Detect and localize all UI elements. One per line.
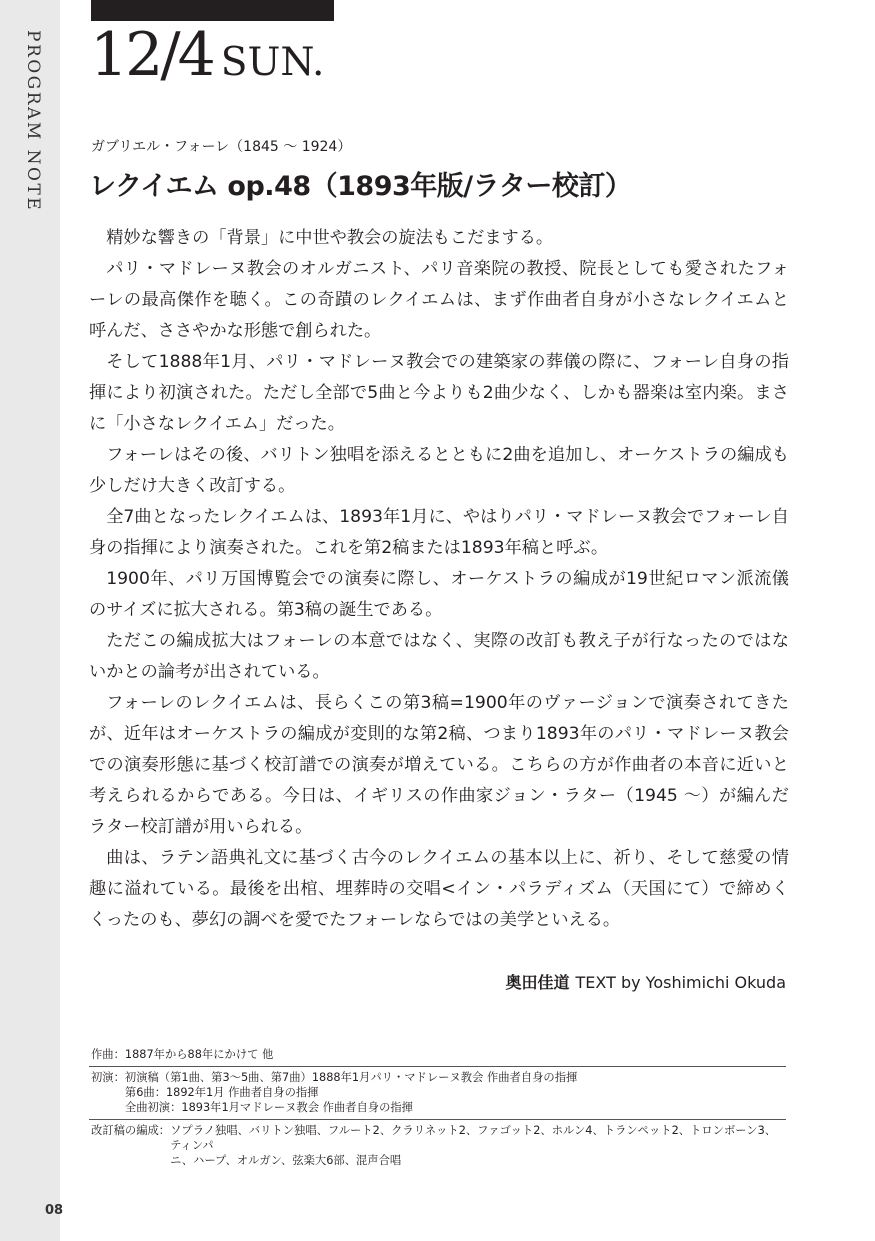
premiere-note bbox=[89, 1066, 786, 1119]
author-byline: TEXT by Yoshimichi Okuda bbox=[575, 973, 786, 992]
premiere-label: 初演： bbox=[91, 1071, 125, 1084]
paragraph: 精妙な響きの「背景」に中世や教会の旋法もこだまする。 bbox=[106, 228, 554, 248]
section-label: PROGRAM NOTE bbox=[23, 30, 43, 213]
instrumentation-line: ニ、ハープ、オルガン、弦楽大6部、混声合唱 bbox=[170, 1154, 402, 1167]
paragraph: 全7曲となったレクイエムは、1893年1月に、やはりパリ・マドレーヌ教会でフォーレ自身の指揮により演奏された。これを第2稿または1893年稿と呼ぶ。 bbox=[89, 507, 789, 558]
author-name: 奥田佳道 bbox=[505, 973, 570, 992]
composition-note bbox=[89, 1046, 786, 1066]
premiere-line: 初演稿（第1曲、第3～5曲、第7曲）1888年1月パリ・マドレーヌ教会 作曲者自身の指揮 bbox=[124, 1071, 578, 1084]
paragraph: ただこの編成拡大はフォーレの本意ではなく、実際の改訂も教え子が行なったのではないかとの論考が出されている。 bbox=[89, 631, 789, 682]
composition-line: 1887年から88年にかけて 他 bbox=[124, 1048, 274, 1061]
premiere-line: 第6曲：1892年1月 作曲者自身の指揮 bbox=[124, 1086, 319, 1099]
work-details bbox=[89, 1046, 786, 1172]
composition-label: 作曲： bbox=[91, 1048, 125, 1061]
work-title: レクイエム op.48（1893年版/ラター校訂） bbox=[89, 171, 632, 202]
paragraph: 1900年、パリ万国博覧会での演奏に際し、オーケストラの編成が19世紀ロマン派流儀のサイズに拡大される。第3稿の誕生である。 bbox=[89, 569, 789, 620]
day-of-week: SUN. bbox=[220, 40, 325, 85]
sidebar bbox=[0, 0, 64, 1241]
paragraph: パリ・マドレーヌ教会のオルガニスト、パリ音楽院の教授、院長としても愛されたフォーレの最高傑作を聴く。この奇蹟のレクイエムは、まず作曲者自身が小さなレクイエムと呼んだ、ささやかな形態で創られた。 bbox=[89, 259, 789, 341]
premiere-line: 全曲初演：1893年1月マドレーヌ教会 作曲者自身の指揮 bbox=[124, 1101, 413, 1114]
instrumentation-label: 改訂稿の編成： bbox=[91, 1124, 171, 1137]
paragraph: 曲は、ラテン語典礼文に基づく古今のレクイエムの基本以上に、祈り、そして慈愛の情趣に溢れている。最後を出棺、埋葬時の交唱<イン・パラディズム（天国にて）で締めくくったのも、夢幻の調べを愛でたフォーレならではの美学といえる。 bbox=[89, 848, 789, 930]
page-number: 08 bbox=[45, 1203, 64, 1218]
paragraph: フォーレのレクイエムは、長らくこの第3稿=1900年のヴァージョンで演奏されてきたが、近年はオーケストラの編成が変則的な第2稿、つまり1893年のパリ・マドレーヌ教会での演奏形態に基づく校訂譜での演奏が増えている。こちらの方が作曲者の本音に近いと考えられるからである。今日は、イギリスの作曲家ジョン・ラター（1945 ～）が編んだラター校訂譜が用いられる。 bbox=[89, 693, 789, 837]
paragraph: そして1888年1月、パリ・マドレーヌ教会での建築家の葬儀の際に、フォーレ自身の指揮により初演された。ただし全部で5曲と今よりも2曲少なく、しかも器楽は室内楽。まさに「小さなレクイエム」だった。 bbox=[89, 352, 789, 434]
paragraph: フォーレはその後、バリトン独唱を添えるとともに2曲を追加し、オーケストラの編成も少しだけ大きく改訂する。 bbox=[89, 445, 789, 496]
header-bar bbox=[91, 0, 334, 21]
date-number: 12/4 bbox=[90, 20, 213, 90]
instrumentation-line: ソプラノ独唱、バリトン独唱、フルート2、クラリネット2、ファゴット2、ホルン4、トランペット2、トロンボーン3、ティンパ bbox=[170, 1124, 777, 1152]
program-note-body bbox=[89, 223, 789, 936]
author-credit bbox=[506, 970, 786, 993]
instrumentation-note bbox=[89, 1119, 786, 1172]
concert-date bbox=[90, 20, 324, 90]
composer-name: ガブリエル・フォーレ（1845 ～ 1924） bbox=[91, 139, 352, 155]
